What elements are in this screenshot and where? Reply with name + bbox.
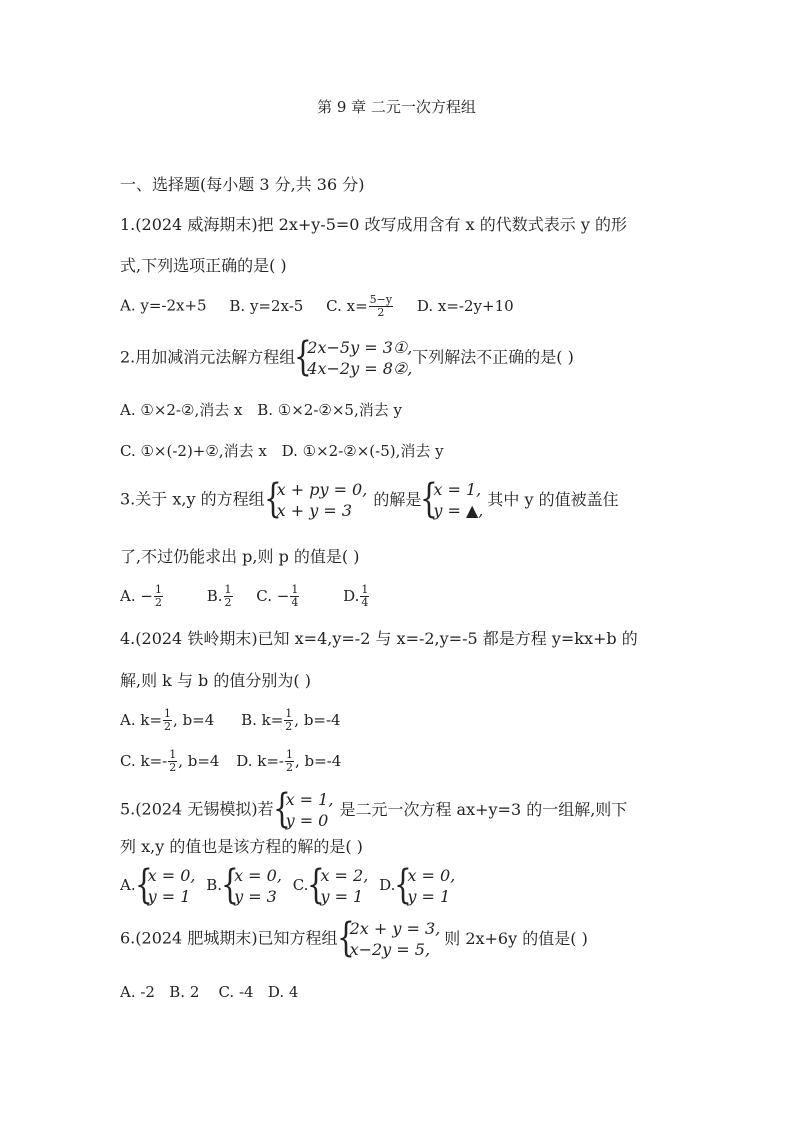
q2-option-d: D. ①×2-②×(-5),消去 y — [281, 442, 444, 460]
section-heading: 一、选择题(每小题 3 分,共 36 分) — [120, 175, 365, 194]
q3-solution-system: { x = 1, y = ▲, — [420, 476, 484, 522]
q2-options-row2 — [120, 440, 444, 461]
q2-options-row1 — [120, 399, 402, 420]
q1-option-b: B. y=2x-5 — [229, 296, 304, 315]
q4-option-a: A. k= $\frac{1}{2}$ , b=4 — [120, 707, 215, 733]
q3-options — [120, 584, 370, 609]
q5-stem — [120, 786, 628, 832]
q4-stem-line1: 4.(2024 铁岭期末)已知 x=4,y=-2 与 x=-2,y=-5 都是方程 y=kx+b 的 — [120, 629, 638, 648]
q2-stem — [120, 334, 574, 380]
q2-equation-system: { 2x−5y = 3①, 4x−2y = 8②, — [294, 334, 413, 380]
q6-equation-system: { 2x + y = 3, x−2y = 5, — [336, 915, 441, 961]
q4-option-b: B. k= $\frac{1}{2}$ , b=-4 — [241, 707, 341, 733]
q4-option-d: D. k=- $\frac{1}{2}$ , b=-4 — [236, 748, 342, 774]
q1-option-c: C. x= $\frac{5-y}{2}$ — [326, 293, 393, 319]
q5-option-d: D. { x = 0, y = 1 — [379, 862, 456, 908]
q2-option-b: B. ①×2-②×5,消去 y — [257, 401, 402, 419]
q5-option-b: B. { x = 0, y = 3 — [206, 862, 282, 908]
q3-option-c: C. − $\frac{1}{4}$ — [256, 583, 299, 609]
q3-stem-line2: 了,不过仍能求出 p,则 p 的值是( ) — [120, 547, 360, 566]
q4-options-row2 — [120, 749, 341, 774]
q3-stem — [120, 476, 619, 522]
q4-stem-line2: 解,则 k 与 b 的值分别为( ) — [120, 671, 311, 690]
q6-stem-post: 则 2x+6y 的值是( ) — [444, 928, 588, 948]
q1-option-a: A. y=-2x+5 — [120, 296, 207, 315]
q4-options-row1 — [120, 708, 341, 733]
q2-stem-post: 下列解法不正确的是( ) — [412, 347, 574, 367]
q5-options — [120, 862, 456, 908]
q3-stem-mid: 的解是 — [373, 489, 422, 509]
q3-option-d: D. $\frac{1}{4}$ — [343, 583, 369, 609]
q2-stem-pre: 2.用加减消元法解方程组 — [120, 347, 296, 367]
q1-options — [120, 294, 514, 319]
q5-stem-pre: 5.(2024 无锡模拟)若 — [120, 799, 274, 819]
q5-given-solution: { x = 1, y = 0 — [272, 786, 334, 832]
q3-option-a: A. − $\frac{1}{2}$ — [120, 583, 162, 609]
q4-option-c: C. k=- $\frac{1}{2}$ , b=4 — [120, 748, 220, 774]
q6-stem — [120, 915, 588, 961]
q3-stem-post: 其中 y 的值被盖住 — [487, 489, 619, 509]
q5-option-a: A. { x = 0, y = 1 — [120, 862, 196, 908]
q6-stem-pre: 6.(2024 肥城期末)已知方程组 — [120, 928, 338, 948]
q5-stem-post: 是二元一次方程 ax+y=3 的一组解,则下 — [339, 799, 628, 819]
q2-option-c: C. ①×(-2)+②,消去 x — [120, 442, 267, 460]
chapter-title: 第 9 章 二元一次方程组 — [317, 98, 476, 116]
q1-stem-line1: 1.(2024 威海期末)把 2x+y-5=0 改写成用含有 x 的代数式表示 y 的形 — [120, 215, 627, 234]
q3-option-b: B. $\frac{1}{2}$ — [206, 583, 232, 609]
q5-stem-line2: 列 x,y 的值也是该方程的解的是( ) — [120, 837, 363, 856]
q5-option-c: C. { x = 2, y = 1 — [292, 862, 369, 908]
q2-option-a: A. ①×2-②,消去 x — [120, 401, 243, 419]
q1-option-d: D. x=-2y+10 — [416, 296, 514, 315]
q6-options: A. -2 B. 2 C. -4 D. 4 — [120, 983, 299, 1001]
q3-equation-system: { x + py = 0, x + y = 3 — [263, 476, 368, 522]
q3-stem-pre: 3.关于 x,y 的方程组 — [120, 489, 265, 509]
q1-stem-line2: 式,下列选项正确的是( ) — [120, 256, 287, 275]
